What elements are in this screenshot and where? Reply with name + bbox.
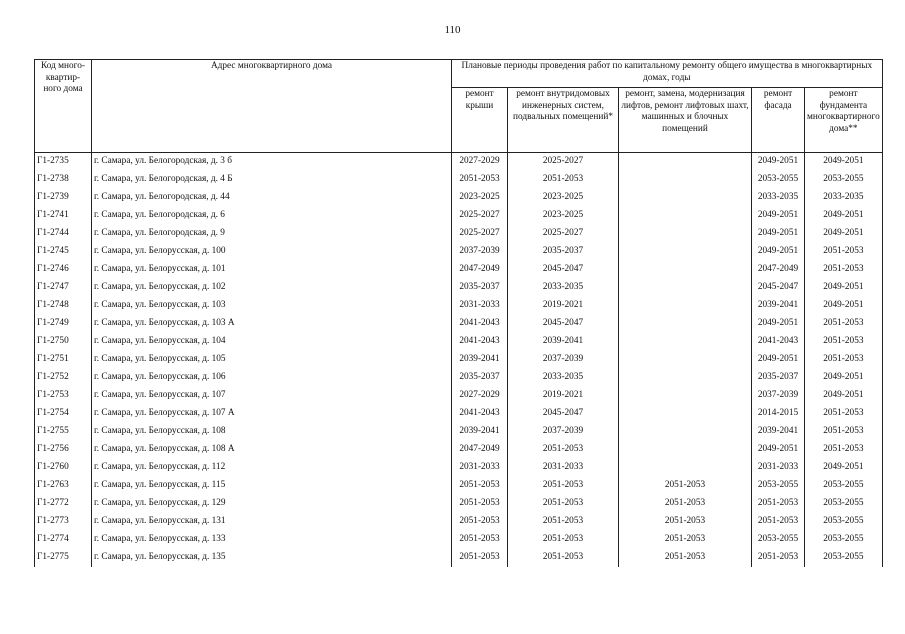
cell-facade-period: 2049-2051 <box>752 351 805 369</box>
cell-address: г. Самара, ул. Белорусская, д. 115 <box>92 477 452 495</box>
cell-address: г. Самара, ул. Белогородская, д. 9 <box>92 225 452 243</box>
cell-elevator-period: 2051-2053 <box>619 513 752 531</box>
cell-foundation-period: 2053-2055 <box>805 549 883 567</box>
table-row <box>35 279 883 297</box>
cell-engineering-period: 2031-2033 <box>508 459 619 477</box>
cell-engineering-period: 2045-2047 <box>508 261 619 279</box>
table-row <box>35 549 883 567</box>
cell-house-code: Г1-2745 <box>35 243 92 261</box>
table-row <box>35 315 883 333</box>
cell-elevator-period <box>619 333 752 351</box>
cell-foundation-period: 2053-2055 <box>805 531 883 549</box>
cell-house-code: Г1-2752 <box>35 369 92 387</box>
cell-address: г. Самара, ул. Белорусская, д. 135 <box>92 549 452 567</box>
cell-address: г. Самара, ул. Белорусская, д. 133 <box>92 531 452 549</box>
table-row <box>35 459 883 477</box>
table-body <box>35 153 883 568</box>
table-row <box>35 351 883 369</box>
cell-foundation-period: 2049-2051 <box>805 387 883 405</box>
cell-house-code: Г1-2756 <box>35 441 92 459</box>
cell-house-code: Г1-2735 <box>35 153 92 172</box>
cell-roof-period: 2037-2039 <box>452 243 508 261</box>
cell-engineering-period: 2019-2021 <box>508 387 619 405</box>
cell-foundation-period: 2051-2053 <box>805 315 883 333</box>
cell-roof-period: 2031-2033 <box>452 459 508 477</box>
cell-roof-period: 2051-2053 <box>452 495 508 513</box>
cell-elevator-period <box>619 387 752 405</box>
cell-facade-period: 2014-2015 <box>752 405 805 423</box>
header-facade-repair: ремонт фасада <box>752 88 805 153</box>
cell-elevator-period <box>619 441 752 459</box>
cell-house-code: Г1-2738 <box>35 171 92 189</box>
cell-foundation-period: 2051-2053 <box>805 351 883 369</box>
table-row <box>35 297 883 315</box>
cell-engineering-period: 2023-2025 <box>508 189 619 207</box>
cell-roof-period: 2051-2053 <box>452 477 508 495</box>
header-foundation-repair: ремонт фундамента многоквартирного дома** <box>805 88 883 153</box>
cell-foundation-period: 2053-2055 <box>805 477 883 495</box>
cell-foundation-period: 2049-2051 <box>805 279 883 297</box>
header-roof-repair: ремонт крыши <box>452 88 508 153</box>
cell-house-code: Г1-2741 <box>35 207 92 225</box>
table-row <box>35 405 883 423</box>
cell-engineering-period: 2051-2053 <box>508 513 619 531</box>
cell-foundation-period: 2051-2053 <box>805 441 883 459</box>
cell-foundation-period: 2049-2051 <box>805 225 883 243</box>
cell-address: г. Самара, ул. Белорусская, д. 107 А <box>92 405 452 423</box>
cell-foundation-period: 2053-2055 <box>805 495 883 513</box>
cell-engineering-period: 2051-2053 <box>508 477 619 495</box>
cell-address: г. Самара, ул. Белорусская, д. 112 <box>92 459 452 477</box>
cell-elevator-period <box>619 189 752 207</box>
cell-elevator-period <box>619 171 752 189</box>
cell-roof-period: 2041-2043 <box>452 333 508 351</box>
cell-roof-period: 2039-2041 <box>452 351 508 369</box>
cell-engineering-period: 2039-2041 <box>508 333 619 351</box>
cell-house-code: Г1-2755 <box>35 423 92 441</box>
cell-address: г. Самара, ул. Белорусская, д. 108 А <box>92 441 452 459</box>
table-row <box>35 495 883 513</box>
cell-engineering-period: 2051-2053 <box>508 495 619 513</box>
cell-engineering-period: 2045-2047 <box>508 315 619 333</box>
table-row <box>35 225 883 243</box>
cell-foundation-period: 2051-2053 <box>805 405 883 423</box>
cell-elevator-period <box>619 315 752 333</box>
cell-foundation-period: 2049-2051 <box>805 297 883 315</box>
cell-facade-period: 2053-2055 <box>752 477 805 495</box>
cell-foundation-period: 2051-2053 <box>805 243 883 261</box>
cell-house-code: Г1-2746 <box>35 261 92 279</box>
cell-address: г. Самара, ул. Белорусская, д. 103 <box>92 297 452 315</box>
cell-address: г. Самара, ул. Белорусская, д. 104 <box>92 333 452 351</box>
cell-elevator-period <box>619 153 752 172</box>
cell-address: г. Самара, ул. Белорусская, д. 106 <box>92 369 452 387</box>
cell-facade-period: 2049-2051 <box>752 441 805 459</box>
cell-facade-period: 2049-2051 <box>752 243 805 261</box>
cell-roof-period: 2051-2053 <box>452 513 508 531</box>
cell-address: г. Самара, ул. Белогородская, д. 44 <box>92 189 452 207</box>
header-elevator-repair: ремонт, замена, модернизация лифтов, ремонт лифтовых шахт, машинных и блочных помещений <box>619 88 752 153</box>
cell-house-code: Г1-2773 <box>35 513 92 531</box>
cell-address: г. Самара, ул. Белогородская, д. 4 Б <box>92 171 452 189</box>
cell-facade-period: 2049-2051 <box>752 225 805 243</box>
cell-roof-period: 2041-2043 <box>452 315 508 333</box>
cell-address: г. Самара, ул. Белогородская, д. 6 <box>92 207 452 225</box>
cell-roof-period: 2031-2033 <box>452 297 508 315</box>
cell-elevator-period <box>619 423 752 441</box>
table-row <box>35 261 883 279</box>
cell-facade-period: 2051-2053 <box>752 495 805 513</box>
cell-address: г. Самара, ул. Белорусская, д. 100 <box>92 243 452 261</box>
cell-engineering-period: 2019-2021 <box>508 297 619 315</box>
cell-foundation-period: 2053-2055 <box>805 171 883 189</box>
cell-engineering-period: 2023-2025 <box>508 207 619 225</box>
cell-house-code: Г1-2753 <box>35 387 92 405</box>
cell-elevator-period <box>619 459 752 477</box>
cell-facade-period: 2049-2051 <box>752 153 805 172</box>
table-row <box>35 207 883 225</box>
table-row <box>35 243 883 261</box>
cell-roof-period: 2039-2041 <box>452 423 508 441</box>
cell-foundation-period: 2049-2051 <box>805 459 883 477</box>
cell-roof-period: 2051-2053 <box>452 549 508 567</box>
cell-elevator-period <box>619 225 752 243</box>
cell-engineering-period: 2037-2039 <box>508 351 619 369</box>
cell-house-code: Г1-2744 <box>35 225 92 243</box>
cell-roof-period: 2025-2027 <box>452 207 508 225</box>
table-row <box>35 333 883 351</box>
cell-facade-period: 2047-2049 <box>752 261 805 279</box>
table-row <box>35 153 883 172</box>
table-row <box>35 513 883 531</box>
cell-elevator-period <box>619 207 752 225</box>
cell-facade-period: 2045-2047 <box>752 279 805 297</box>
cell-facade-period: 2049-2051 <box>752 207 805 225</box>
cell-engineering-period: 2035-2037 <box>508 243 619 261</box>
cell-facade-period: 2053-2055 <box>752 531 805 549</box>
cell-roof-period: 2035-2037 <box>452 279 508 297</box>
table-row <box>35 369 883 387</box>
cell-foundation-period: 2053-2055 <box>805 513 883 531</box>
header-house-code: Код много-квартир-ного дома <box>35 60 92 153</box>
header-engineering-repair: ремонт внутридомовых инженерных систем, подвальных помещений* <box>508 88 619 153</box>
cell-roof-period: 2041-2043 <box>452 405 508 423</box>
cell-foundation-period: 2051-2053 <box>805 261 883 279</box>
table-row <box>35 189 883 207</box>
cell-address: г. Самара, ул. Белогородская, д. 3 б <box>92 153 452 172</box>
cell-engineering-period: 2051-2053 <box>508 171 619 189</box>
cell-engineering-period: 2025-2027 <box>508 153 619 172</box>
cell-roof-period: 2047-2049 <box>452 441 508 459</box>
cell-house-code: Г1-2772 <box>35 495 92 513</box>
cell-elevator-period <box>619 279 752 297</box>
page-number: 110 <box>444 24 461 36</box>
table-row <box>35 387 883 405</box>
cell-roof-period: 2027-2029 <box>452 387 508 405</box>
cell-elevator-period: 2051-2053 <box>619 531 752 549</box>
cell-elevator-period: 2051-2053 <box>619 549 752 567</box>
cell-address: г. Самара, ул. Белорусская, д. 101 <box>92 261 452 279</box>
cell-facade-period: 2041-2043 <box>752 333 805 351</box>
cell-engineering-period: 2037-2039 <box>508 423 619 441</box>
cell-engineering-period: 2045-2047 <box>508 405 619 423</box>
cell-house-code: Г1-2754 <box>35 405 92 423</box>
cell-facade-period: 2051-2053 <box>752 513 805 531</box>
cell-engineering-period: 2033-2035 <box>508 369 619 387</box>
cell-house-code: Г1-2775 <box>35 549 92 567</box>
cell-facade-period: 2033-2035 <box>752 189 805 207</box>
cell-house-code: Г1-2748 <box>35 297 92 315</box>
cell-address: г. Самара, ул. Белорусская, д. 107 <box>92 387 452 405</box>
cell-elevator-period <box>619 297 752 315</box>
cell-engineering-period: 2051-2053 <box>508 531 619 549</box>
cell-elevator-period: 2051-2053 <box>619 477 752 495</box>
cell-elevator-period <box>619 369 752 387</box>
cell-foundation-period: 2049-2051 <box>805 153 883 172</box>
cell-house-code: Г1-2739 <box>35 189 92 207</box>
cell-house-code: Г1-2750 <box>35 333 92 351</box>
cell-facade-period: 2031-2033 <box>752 459 805 477</box>
cell-address: г. Самара, ул. Белорусская, д. 108 <box>92 423 452 441</box>
table-row <box>35 441 883 459</box>
cell-facade-period: 2049-2051 <box>752 315 805 333</box>
cell-address: г. Самара, ул. Белорусская, д. 131 <box>92 513 452 531</box>
cell-roof-period: 2047-2049 <box>452 261 508 279</box>
cell-foundation-period: 2049-2051 <box>805 207 883 225</box>
cell-elevator-period <box>619 261 752 279</box>
cell-foundation-period: 2033-2035 <box>805 189 883 207</box>
cell-house-code: Г1-2747 <box>35 279 92 297</box>
cell-engineering-period: 2025-2027 <box>508 225 619 243</box>
cell-house-code: Г1-2760 <box>35 459 92 477</box>
table-row <box>35 423 883 441</box>
table-row <box>35 477 883 495</box>
cell-facade-period: 2053-2055 <box>752 171 805 189</box>
cell-facade-period: 2051-2053 <box>752 549 805 567</box>
cell-facade-period: 2037-2039 <box>752 387 805 405</box>
cell-foundation-period: 2049-2051 <box>805 369 883 387</box>
cell-roof-period: 2025-2027 <box>452 225 508 243</box>
cell-house-code: Г1-2763 <box>35 477 92 495</box>
cell-foundation-period: 2051-2053 <box>805 333 883 351</box>
cell-facade-period: 2039-2041 <box>752 297 805 315</box>
cell-roof-period: 2051-2053 <box>452 531 508 549</box>
header-address: Адрес многоквартирного дома <box>92 60 452 153</box>
cell-roof-period: 2035-2037 <box>452 369 508 387</box>
cell-roof-period: 2023-2025 <box>452 189 508 207</box>
cell-roof-period: 2051-2053 <box>452 171 508 189</box>
cell-engineering-period: 2051-2053 <box>508 441 619 459</box>
cell-address: г. Самара, ул. Белорусская, д. 129 <box>92 495 452 513</box>
header-planned-periods: Плановые периоды проведения работ по капитальному ремонту общего имущества в многоквартирных домах, годы <box>452 60 883 88</box>
cell-address: г. Самара, ул. Белорусская, д. 105 <box>92 351 452 369</box>
cell-engineering-period: 2033-2035 <box>508 279 619 297</box>
cell-elevator-period <box>619 405 752 423</box>
cell-roof-period: 2027-2029 <box>452 153 508 172</box>
table-row <box>35 171 883 189</box>
capital-repair-schedule-table <box>34 59 883 567</box>
table-row <box>35 531 883 549</box>
cell-elevator-period: 2051-2053 <box>619 495 752 513</box>
cell-elevator-period <box>619 243 752 261</box>
cell-engineering-period: 2051-2053 <box>508 549 619 567</box>
cell-foundation-period: 2051-2053 <box>805 423 883 441</box>
cell-facade-period: 2039-2041 <box>752 423 805 441</box>
cell-address: г. Самара, ул. Белорусская, д. 103 А <box>92 315 452 333</box>
cell-house-code: Г1-2774 <box>35 531 92 549</box>
cell-house-code: Г1-2751 <box>35 351 92 369</box>
cell-facade-period: 2035-2037 <box>752 369 805 387</box>
cell-elevator-period <box>619 351 752 369</box>
cell-address: г. Самара, ул. Белорусская, д. 102 <box>92 279 452 297</box>
cell-house-code: Г1-2749 <box>35 315 92 333</box>
